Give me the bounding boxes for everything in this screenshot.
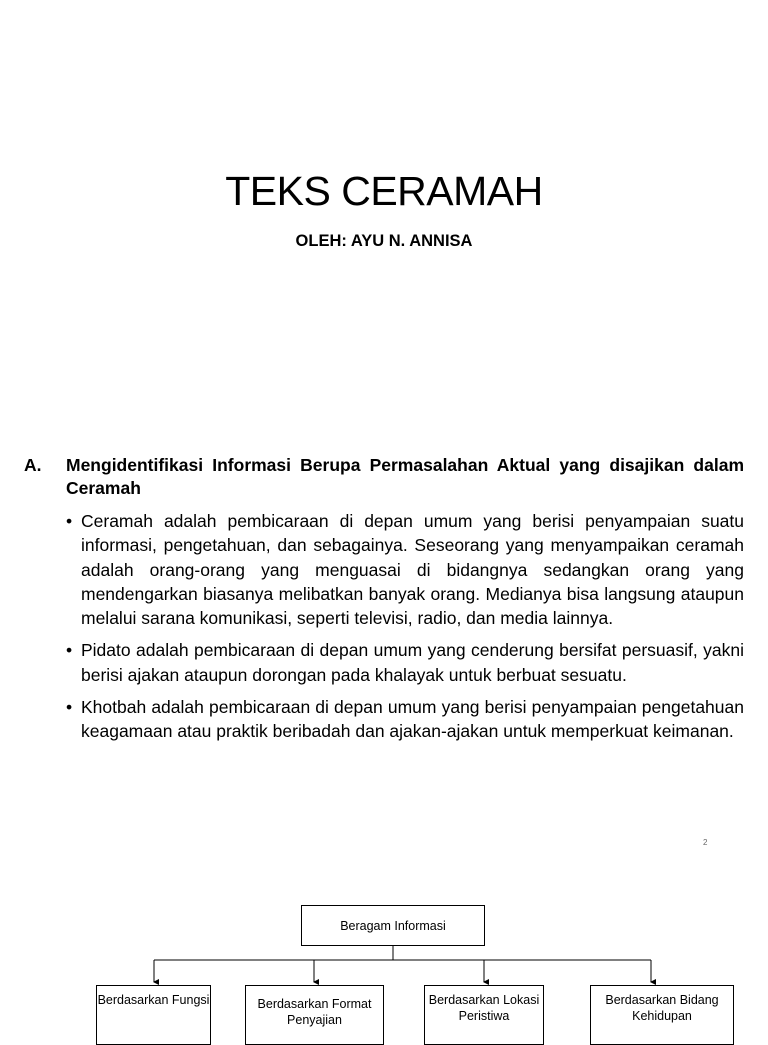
bullet-text: Ceramah adalah pembicaraan di depan umum yang berisi penyampaian suatu informasi, pengetahuan, dan sebagainya. Seseorang yang menyampaikan ceramah adalah orang-orang yang menguasai di bidangnya sedangkan orang yang mendengarkan biasanya melibatkan banyak orang. Medianya bisa langsung ataupun melalui sarana komunikasi, seperti televisi, radio, dan media lainnya. bbox=[81, 511, 744, 629]
section-letter: A. bbox=[24, 455, 42, 475]
diagram-root-box: Beragam Informasi bbox=[301, 905, 485, 946]
page-number: 2 bbox=[703, 838, 708, 847]
diagram-box-bidang-kehidupan: Berdasarkan Bidang Kehidupan bbox=[590, 985, 734, 1045]
diagram-box-lokasi-peristiwa: Berdasarkan Lokasi Peristiwa bbox=[424, 985, 544, 1045]
bullet-text: Pidato adalah pembicaraan di depan umum yang cenderung bersifat persuasif, yakni berisi ajakan ataupun dorongan pada khalayak untuk berbuat sesuatu. bbox=[81, 640, 744, 685]
presentation-title: TEKS CERAMAH bbox=[225, 168, 543, 214]
diagram-slide bbox=[0, 875, 768, 1027]
bullet-list bbox=[66, 509, 744, 752]
bullet-icon: • bbox=[66, 511, 73, 531]
bullet-item bbox=[66, 509, 744, 630]
title-slide bbox=[0, 0, 768, 425]
bullet-item bbox=[66, 695, 744, 744]
diagram-box-format-penyajian: Berdasarkan Format Penyajian bbox=[245, 985, 384, 1045]
bullet-text: Khotbah adalah pembicaraan di depan umum yang berisi penyampaian pengetahuan keagamaan atau praktik beribadah dan ajakan-ajakan untuk memperkuat keimanan. bbox=[81, 697, 744, 742]
author-subtitle: OLEH: AYU N. ANNISA bbox=[295, 232, 473, 250]
diagram-box-fungsi: Berdasarkan Fungsi bbox=[96, 985, 211, 1045]
section-heading bbox=[24, 454, 744, 500]
bullet-icon: • bbox=[66, 697, 73, 718]
content-slide bbox=[0, 425, 768, 855]
bullet-item bbox=[66, 638, 744, 687]
bullet-icon: • bbox=[66, 640, 73, 661]
section-heading-text: Mengidentifikasi Informasi Berupa Permasalahan Aktual yang disajikan dalam Ceramah bbox=[66, 455, 744, 498]
